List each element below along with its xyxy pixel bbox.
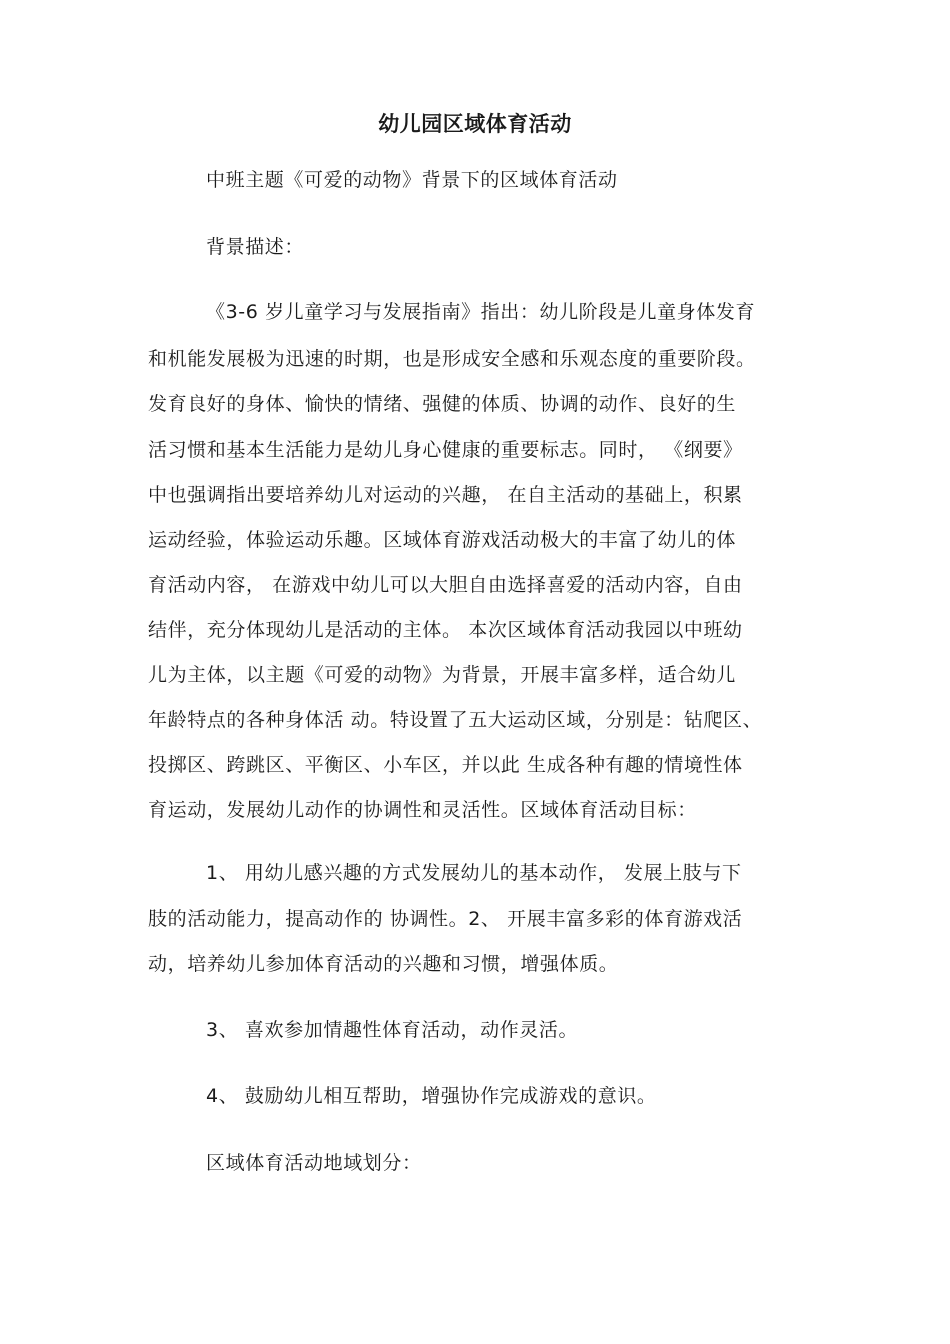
background-line: 发育良好的身体、愉快的情绪、强健的体质、协调的动作、良好的生 <box>148 393 737 415</box>
background-line: 育运动，发展幼儿动作的协调性和灵活性。区域体育活动目标： <box>148 799 697 821</box>
background-line: 结伴，充分体现幼儿是活动的主体。 本次区域体育活动我园以中班幼 <box>148 619 743 641</box>
goal-3: 3、 喜欢参加情趣性体育活动，动作灵活。 <box>206 1019 579 1041</box>
goals-line: 1、 用幼儿感兴趣的方式发展幼儿的基本动作， 发展上肢与下 <box>206 862 742 884</box>
goals-line: 动，培养幼儿参加体育活动的兴趣和习惯，增强体质。 <box>148 953 619 975</box>
goals-line: 肢的活动能力，提高动作的 协调性。2、 开展丰富多彩的体育游戏活 <box>148 908 743 930</box>
background-line: 儿为主体，以主题《可爱的动物》为背景，开展丰富多样，适合幼儿 <box>148 664 737 686</box>
background-line: 运动经验，体验运动乐趣。区域体育游戏活动极大的丰富了幼儿的体 <box>148 529 737 551</box>
background-line: 中也强调指出要培养幼儿对运动的兴趣， 在自主活动的基础上，积累 <box>148 484 743 506</box>
background-line: 《3-6 岁儿童学习与发展指南》指出：幼儿阶段是儿童身体发育 <box>206 301 756 323</box>
background-heading: 背景描述： <box>206 236 305 258</box>
background-line: 投掷区、跨跳区、平衡区、小车区，并以此 生成各种有趣的情境性体 <box>148 754 743 776</box>
background-line: 活习惯和基本生活能力是幼儿身心健康的重要标志。同时， 《纲要》 <box>148 439 743 461</box>
goal-4: 4、 鼓励幼儿相互帮助，增强协作完成游戏的意识。 <box>206 1085 657 1107</box>
document-subtitle: 中班主题《可爱的动物》背景下的区域体育活动 <box>206 169 618 191</box>
background-line: 和机能发展极为迅速的时期，也是形成安全感和乐观态度的重要阶段。 <box>148 348 756 370</box>
background-line: 年龄特点的各种身体活 动。特设置了五大运动区域，分别是：钻爬区、 <box>148 709 763 731</box>
background-line: 育活动内容， 在游戏中幼儿可以大胆自由选择喜爱的活动内容，自由 <box>148 574 743 596</box>
document-title: 幼儿园区域体育活动 <box>378 112 572 136</box>
zones-heading: 区域体育活动地域划分： <box>206 1152 422 1174</box>
